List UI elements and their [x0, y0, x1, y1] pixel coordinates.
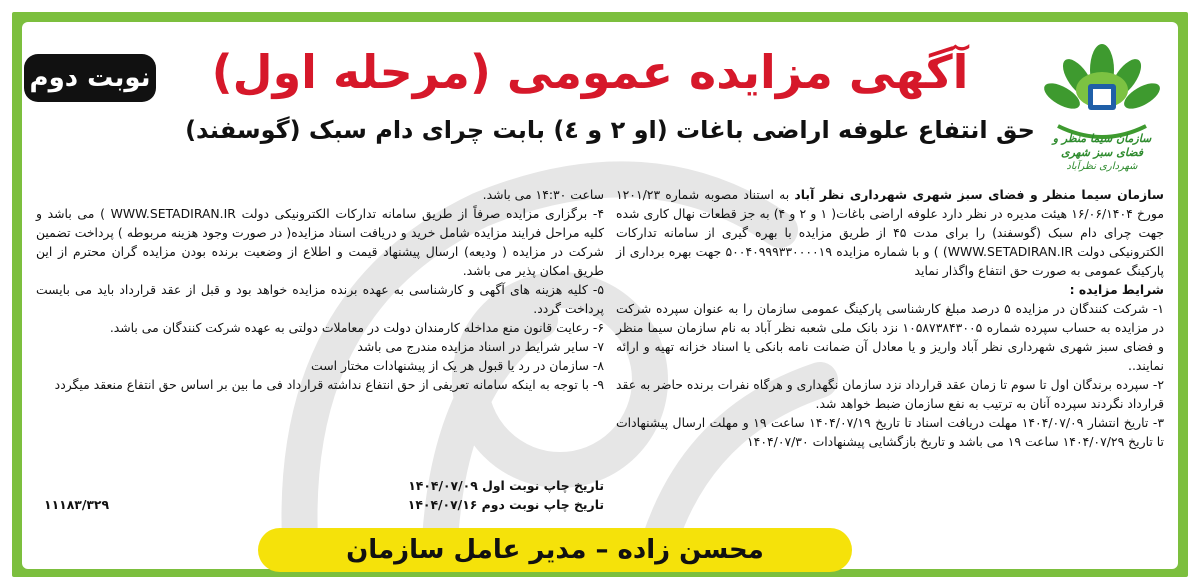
condition-7: ۷- سایر شرایط در اسناد مزایده مندرج می باشد	[357, 339, 604, 354]
condition-5: ۵- کلیه هزینه های آگهی و کارشناسی به عهده برنده مزایده خواهد بود و قبل از عقد قرارداد باید می بایست پرداخت گردد.	[36, 282, 604, 316]
print-second-label: تاریخ چاپ نوبت دوم	[481, 497, 604, 512]
right-column	[616, 185, 1164, 451]
condition-9: ۹- با توجه به اینکه سامانه تعریفی از حق انتفاع نداشته قرارداد فی ما بین بر اساس حق انتفاع منعقد میگردد	[54, 377, 604, 392]
round-badge: نوبت دوم	[24, 54, 156, 102]
logo-municipality: شهرداری نظرآباد	[1066, 161, 1138, 172]
condition-6: ۶- رعایت قانون منع مداخله کارمندان دولت در معاملات دولتی به عهده شرکت کنندگان می باشد.	[109, 320, 604, 335]
condition-1: ۱- شرکت کنندگان در مزایده ۵ درصد مبلغ کارشناسی پارکینگ عمومی سازمان را به عنوان سپرده شرکت در مزایده به حساب سپرده شماره ۱۰۵۸۷۳۸۴۳۰۰۵ نزد بانک ملی شعبه نظر آباد به نام سازمان سیما منظر و فضای سبز شهری شهرداری نظر آباد واریز و یا معادل آن ضمانت نامه بانکی یا اسناد خزانه تهیه و ارائه نمایند..	[616, 301, 1165, 373]
logo-caption	[1038, 132, 1166, 174]
time-line: ساعت ۱۴:۳۰ می باشد.	[482, 187, 604, 202]
print-date-second	[380, 495, 604, 514]
print-first-date: ۱۴۰۴/۰۷/۰۹	[408, 478, 478, 493]
signature-bar: محسن زاده – مدیر عامل سازمان	[258, 528, 852, 572]
setad-link-2[interactable]: WWW.SETADIRAN.IR	[110, 206, 236, 221]
reference-number: ۱۱۱۸۳/۳۲۹	[44, 497, 110, 512]
intro-text-1: به استناد مصوبه شماره ۱۲۰۱/۲۳ مورخ ۱۶/۰۶/۱۴۰۴ هیئت مدیره در نظر دارد علوفه اراضی باغات( ۱ و ۲ و ۴) به جز قطعات نهال کاری شده جهت چرای دام سبک (گوسفند) را برای مدت ۴۵ از طریق مزایده با بهره گیری از سامانه تدارکات الکترونیکی دولت	[616, 187, 1165, 259]
notice-title: آگهی مزایده عمومی (مرحله اول)	[211, 45, 969, 99]
intro-paragraph	[616, 185, 1164, 280]
print-date-first	[380, 476, 604, 495]
notice-subtitle: حق انتفاع علوفه اراضی باغات (او ۲ و ٤) بابت چرای دام سبک (گوسفند)	[185, 116, 1035, 144]
conditions-heading: شرایط مزایده :	[1069, 282, 1164, 297]
print-second-date: ۱۴۰۴/۰۷/۱۶	[407, 497, 478, 512]
condition-3: ۳- تاریخ انتشار ۱۴۰۴/۰۷/۰۹ مهلت دریافت اسناد تا تاریخ ۱۴۰۴/۰۷/۱۹ ساعت ۱۹ و مهلت ارسال پیشنهادات تا تاریخ ۱۴۰۴/۰۷/۲۹ ساعت ۱۹ می باشد و تاریخ بازگشایی پیشنهادات ۱۴۰۴/۰۷/۳۰	[616, 415, 1164, 449]
setad-link[interactable]: (WWW.SETADIRAN.IR	[942, 244, 1073, 259]
condition-4-text-b: ) می باشد و کلیه مراحل فرایند مزایده شامل خرید و دریافت اسناد مزایده( در صورت وجود هزینه مربوطه ) پرداخت تضمین شرکت در مزایده ( ودیعه) ارسال پیشنهاد قیمت و اطلاع از وضعیت برنده بودن مزایده گران محترم از این طریق امکان پذیر می باشد.	[36, 206, 604, 278]
print-first-label: تاریخ چاپ نوبت اول	[482, 478, 604, 493]
condition-8: ۸- سازمان در رد یا قبول هر یک از پیشنهادات مختار است	[311, 358, 604, 373]
intro-org-name: سازمان سیما منظر و فضای سبز شهری شهرداری نظر آباد	[794, 187, 1164, 202]
condition-4-text-a: ۴- برگزاری مزایده صرفاً از طریق سامانه تدارکات الکترونیکی دولت	[235, 206, 605, 221]
print-dates	[380, 476, 604, 514]
left-column	[36, 185, 604, 394]
condition-4	[36, 204, 604, 280]
intro-text-2: ) و با شماره مزایده ۵۰۰۴۰۹۹۹۳۳۰۰۰۰۱۹ جهت بهره برداری از پارکینگ عمومی به صورت حق انتفاع واگذار نماید	[616, 244, 1164, 278]
logo-org-name: سازمان سیما منظر و فضای سبز شهری	[1052, 132, 1152, 159]
condition-2: ۲- سپرده برندگان اول تا سوم تا زمان عقد قرارداد نزد سازمان نگهداری و هرگاه نفرات برنده حاضر به عقد قرارداد نگردند سپرده آنان به ترتیب به نفع سازمان ضبط خواهد شد.	[616, 377, 1164, 411]
